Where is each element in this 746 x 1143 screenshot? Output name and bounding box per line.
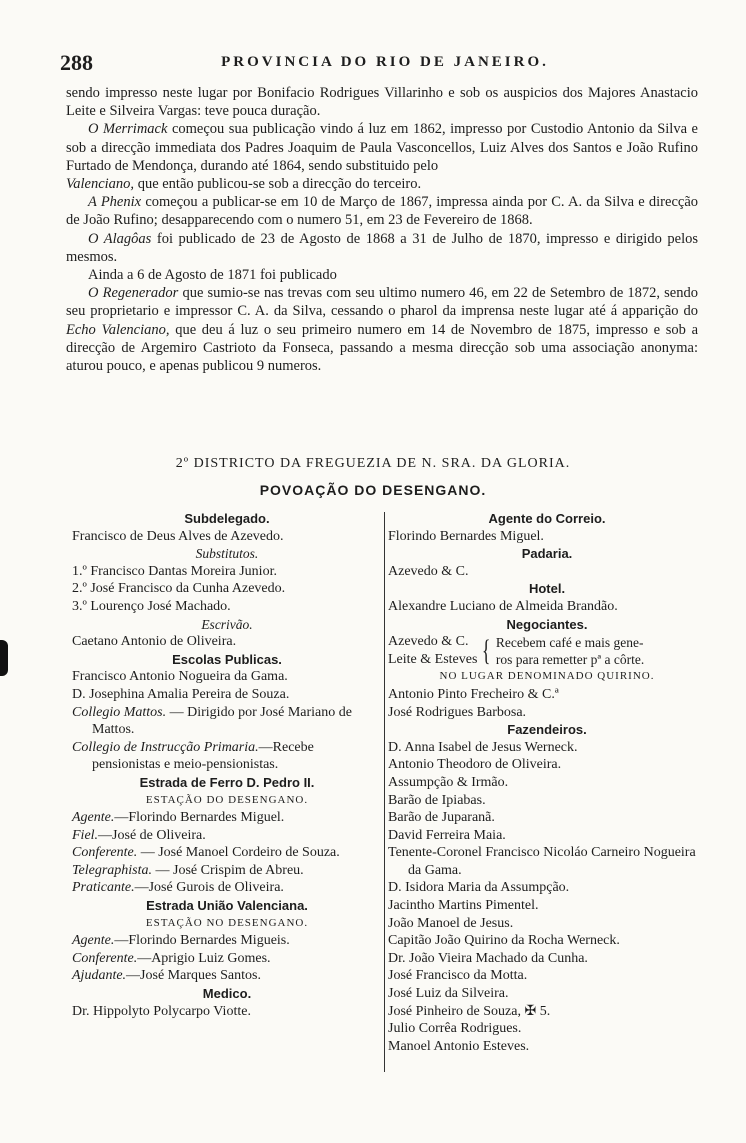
- institution-name: Collegio de Instrucção Primaria.: [72, 739, 259, 755]
- paragraph-text: começou a publicar-se em 10 de Março de 1867, impressa ainda por C. A. da Silva e direcção de João Rufino; desapparecendo com o numero 51, em 23 de Fevereiro de 1868.: [66, 194, 699, 229]
- subsection-heading: Escrivão.: [201, 616, 253, 632]
- role-label: Conferente.: [72, 950, 138, 966]
- list-item: [72, 704, 382, 739]
- newspaper-title: O Merrimack: [88, 121, 168, 138]
- list-item: José Luiz da Silveira.: [388, 986, 509, 1002]
- list-item: D. Isidora Maria da Assumpção.: [388, 880, 570, 896]
- list-item: 3.º Lourenço José Machado.: [72, 598, 231, 614]
- list-item: Dr. Hippolyto Polycarpo Viotte.: [72, 1003, 251, 1019]
- list-item: Antonio Theodoro de Oliveira.: [388, 757, 562, 773]
- list-item: Alexandre Luciano de Almeida Brandão.: [388, 598, 618, 614]
- intro-paragraph-4: [66, 193, 698, 229]
- paragraph-text: que sumio-se nas trevas com seu ultimo numero 46, em 22 de Setembro de 1872, sendo seu proprietario e impressor C. A. da Silva, cessando o pharol da imprensa neste lugar até á apparição do: [66, 285, 698, 320]
- list-item: 1.º Francisco Dantas Moreira Junior.: [72, 563, 277, 579]
- section-heading: Estrada União Valenciana.: [146, 898, 308, 914]
- list-item: Barão de Ipiabas.: [388, 792, 486, 808]
- list-item: Antonio Pinto Frecheiro & C.ª: [388, 686, 559, 702]
- list-item: Capitão João Quirino da Rocha Werneck.: [388, 933, 620, 949]
- list-item: Azevedo & C.: [388, 634, 469, 650]
- subsection-heading: Substitutos.: [195, 546, 259, 562]
- list-item: João Manoel de Jesus.: [388, 915, 514, 931]
- list-item: Barão de Juparanã.: [388, 810, 495, 826]
- intro-text: [66, 84, 698, 375]
- negociantes-group: [388, 633, 706, 668]
- person-name: —José Gurois de Oliveira.: [134, 880, 284, 896]
- list-item: Dr. João Vieira Machado da Cunha.: [388, 950, 588, 966]
- right-column: [388, 510, 706, 1055]
- person-name: —Florindo Bernardes Migueis.: [114, 933, 290, 949]
- section-heading: Fazendeiros.: [507, 722, 587, 738]
- list-item: Leite & Esteves: [388, 651, 478, 667]
- newspaper-title: O Regenerador: [88, 285, 179, 302]
- list-item: D. Josephina Amalia Pereira de Souza.: [72, 686, 290, 702]
- newspaper-title: A Phenix: [88, 194, 142, 211]
- paragraph-text: foi publicado de 23 de Agosto de 1868 a 31 de Julho de 1870, impresso e dirigido pelos mesmos.: [66, 230, 698, 265]
- brace-icon: {: [482, 633, 491, 667]
- role-label: Conferente.: [72, 845, 138, 861]
- person-name: —Aprigio Luiz Gomes.: [137, 950, 271, 966]
- section-heading: Estrada de Ferro D. Pedro II.: [139, 774, 315, 790]
- page-number: 288: [60, 50, 93, 75]
- list-item: [72, 950, 382, 968]
- list-item: Florindo Bernardes Miguel.: [388, 528, 544, 544]
- list-item: [72, 809, 382, 827]
- institution-name: Collegio Mattos.: [72, 704, 167, 720]
- merchant-names: [388, 633, 477, 668]
- role-label: Telegraphista.: [72, 862, 152, 878]
- newspaper-title: O Alagôas: [88, 230, 152, 247]
- list-item: José Francisco da Motta.: [388, 968, 528, 984]
- item-text: —Recebe pensionistas e meio-pensionistas.: [92, 739, 314, 773]
- list-item: Assumpção & Irmão.: [388, 774, 509, 790]
- section-heading: Escolas Publicas.: [172, 651, 282, 667]
- district-heading: 2º DISTRICTO DA FREGUEZIA DE N. SRA. DA GLORIA.: [175, 456, 571, 471]
- section-heading: Agente do Correio.: [488, 511, 606, 526]
- list-item: Tenente-Coronel Francisco Nicoláo Carneiro Nogueira da Gama.: [388, 845, 696, 878]
- list-item: Francisco de Deus Alves de Azevedo.: [72, 528, 284, 544]
- page-header: [60, 50, 710, 78]
- intro-paragraph-3: [66, 175, 698, 193]
- newspaper-title: Echo Valenciano,: [66, 321, 170, 338]
- item-text: — Dirigido por José Mariano de Mattos.: [92, 704, 352, 738]
- list-item: [72, 827, 382, 845]
- note-line: Recebem café e mais gene-: [495, 634, 644, 650]
- intro-paragraph-7: [66, 284, 698, 375]
- section-heading: Subdelegado.: [184, 511, 270, 526]
- section-heading: Negociantes.: [506, 616, 588, 632]
- merchant-note: [496, 634, 644, 668]
- list-item: Jacintho Martins Pimentel.: [388, 898, 539, 914]
- ink-blot: [0, 640, 8, 676]
- list-item: José Pinheiro de Souza, ✠ 5.: [388, 1003, 551, 1019]
- list-item: Francisco Antonio Nogueira da Gama.: [72, 669, 288, 685]
- role-label: Agente.: [72, 810, 115, 826]
- list-item: Manoel Antonio Esteves.: [388, 1038, 530, 1054]
- list-item: [72, 967, 382, 985]
- section-heading: Hotel.: [528, 581, 566, 597]
- paragraph-text: começou sua publicação vindo á luz em 1862, impresso por Custodio Antonio da Silva e sob a direcção immediata dos Padres Joaquim de Paula Vasconcellos, Luiz Alves dos Santos e João Rufino Furtado de Mendonça, durando até 1864, sendo substituido pelo: [66, 121, 698, 174]
- person-name: —José de Oliveira.: [98, 827, 206, 843]
- station-subheading: ESTAÇÃO NO DESENGANO.: [145, 916, 309, 929]
- column-divider: [384, 512, 385, 1072]
- place-subheading: NO LUGAR DENOMINADO QUIRINO.: [439, 670, 655, 683]
- left-column: [72, 510, 382, 1020]
- person-name: —Florindo Bernardes Miguel.: [114, 810, 285, 826]
- list-item: 2.º José Francisco da Cunha Azevedo.: [72, 581, 286, 597]
- list-item: [72, 844, 382, 862]
- paragraph-text: que deu á luz o seu primeiro numero em 14 de Novembro de 1875, impresso e sob a direcção de Argemiro Castrioto da Fonseca, passando a mesma direcção sob uma associação anonyma: aturou pouco, e apenas publicou 9 numeros.: [66, 321, 698, 375]
- running-title: PROVINCIA DO RIO DE JANEIRO.: [221, 54, 549, 70]
- list-item: David Ferreira Maia.: [388, 827, 506, 843]
- person-name: — José Crispim de Abreu.: [152, 862, 304, 878]
- paragraph-text: que então publicou-se sob a direcção do terceiro.: [134, 176, 422, 193]
- intro-paragraph-2: [66, 120, 698, 175]
- intro-paragraph-6: Ainda a 6 de Agosto de 1871 foi publicado: [88, 267, 337, 284]
- list-item: [72, 879, 382, 897]
- povoacao-heading: POVOAÇÃO DO DESENGANO.: [259, 482, 487, 498]
- list-item: [72, 932, 382, 950]
- intro-paragraph-5: [66, 230, 698, 266]
- role-label: Fiel.: [72, 827, 99, 843]
- person-name: —José Marques Santos.: [126, 968, 261, 984]
- role-label: Agente.: [72, 933, 115, 949]
- list-item: Azevedo & C.: [388, 563, 469, 579]
- station-subheading: ESTAÇÃO DO DESENGANO.: [145, 793, 309, 806]
- intro-paragraph-1: sendo impresso neste lugar por Bonifacio Rodrigues Villarinho e sob os auspicios dos Majores Anastacio Leite e Silveira Vargas: teve pouca duração.: [66, 85, 698, 120]
- note-line: ros para remetter pª a côrte.: [495, 651, 645, 667]
- newspaper-title: Valenciano,: [66, 176, 135, 193]
- list-item: Julio Corrêa Rodrigues.: [388, 1021, 522, 1037]
- list-item: [72, 862, 382, 880]
- role-label: Ajudante.: [72, 968, 127, 984]
- section-heading: Padaria.: [521, 546, 573, 562]
- list-item: Caetano Antonio de Oliveira.: [72, 634, 237, 650]
- list-item: [72, 739, 382, 774]
- list-item: José Rodrigues Barbosa.: [388, 704, 527, 720]
- list-item: D. Anna Isabel de Jesus Werneck.: [388, 739, 578, 755]
- role-label: Praticante.: [72, 880, 135, 896]
- person-name: — José Manoel Cordeiro de Souza.: [137, 845, 340, 861]
- section-heading: Medico.: [202, 986, 252, 1002]
